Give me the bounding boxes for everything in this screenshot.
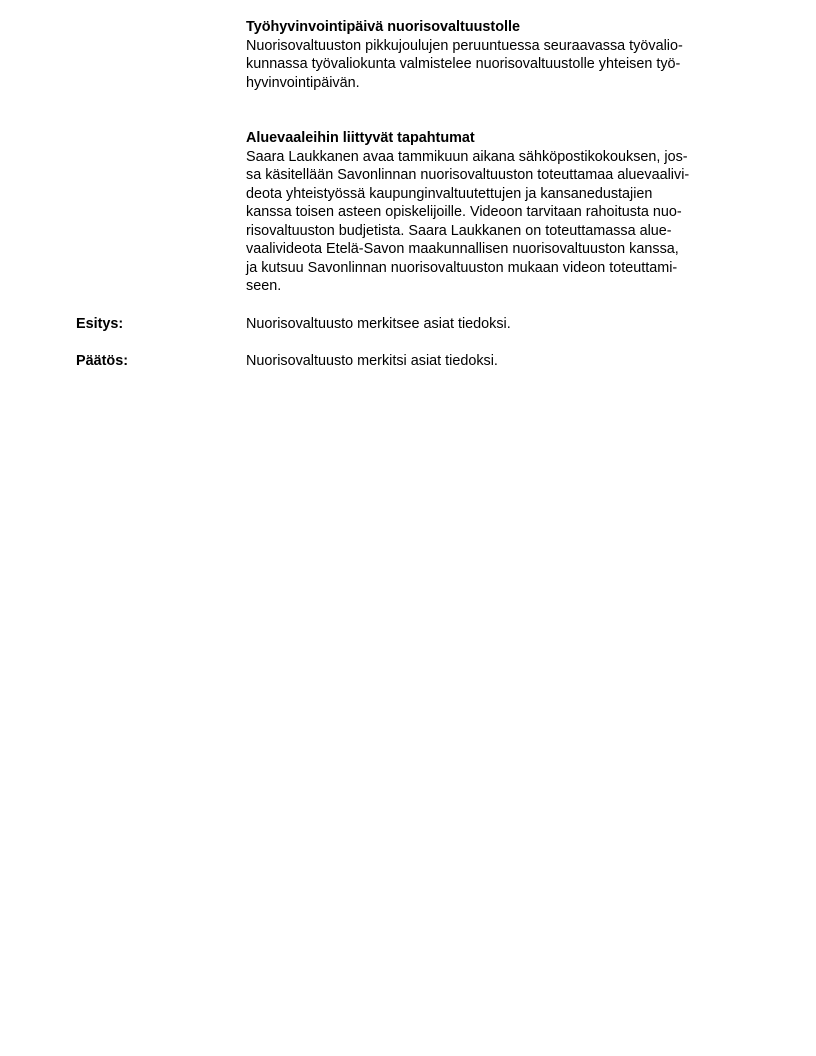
esitys-value: Nuorisovaltuusto merkitsee asiat tiedoksi. bbox=[246, 316, 511, 332]
paatos-value: Nuorisovaltuusto merkitsi asiat tiedoksi. bbox=[246, 353, 498, 369]
body-line: kanssa toisen asteen opiskelijoille. Videoon tarvitaan rahoitusta nuo- bbox=[246, 204, 682, 220]
paatos-label: Päätös: bbox=[76, 353, 128, 369]
body-line: risovaltuuston budjetista. Saara Laukkanen on toteuttamassa alue- bbox=[246, 222, 672, 239]
body-line: vaalivideota Etelä-Savon maakunnallisen nuorisovaltuuston kanssa, bbox=[246, 241, 679, 257]
body-line: seen. bbox=[246, 278, 282, 294]
section-body bbox=[246, 37, 746, 93]
section-aluevaaleihin bbox=[246, 129, 746, 296]
section-title: Työhyvinvointipäivä nuorisovaltuustolle bbox=[246, 19, 520, 35]
body-line: kunnassa työvaliokunta valmistelee nuorisovaltuustolle yhteisen työ- bbox=[246, 56, 681, 72]
section-tyohyvinvointipaiva bbox=[246, 18, 746, 92]
body-line: deota yhteistyössä kaupunginvaltuutettujen ja kansanedustajien bbox=[246, 185, 653, 202]
body-line: Saara Laukkanen avaa tammikuun aikana sähköpostikokouksen, jos- bbox=[246, 148, 688, 165]
body-line: ja kutsuu Savonlinnan nuorisovaltuuston mukaan videon toteuttami- bbox=[246, 259, 678, 276]
body-line: sa käsitellään Savonlinnan nuorisovaltuuston toteuttamaa aluevaalivi- bbox=[246, 167, 690, 183]
body-line: hyvinvointipäivän. bbox=[246, 74, 360, 91]
body-line: Nuorisovaltuuston pikkujoulujen peruuntuessa seuraavassa työvalio- bbox=[246, 37, 683, 54]
section-title: Aluevaaleihin liittyvät tapahtumat bbox=[246, 130, 475, 146]
esitys-label: Esitys: bbox=[76, 316, 124, 332]
section-body bbox=[246, 148, 746, 296]
